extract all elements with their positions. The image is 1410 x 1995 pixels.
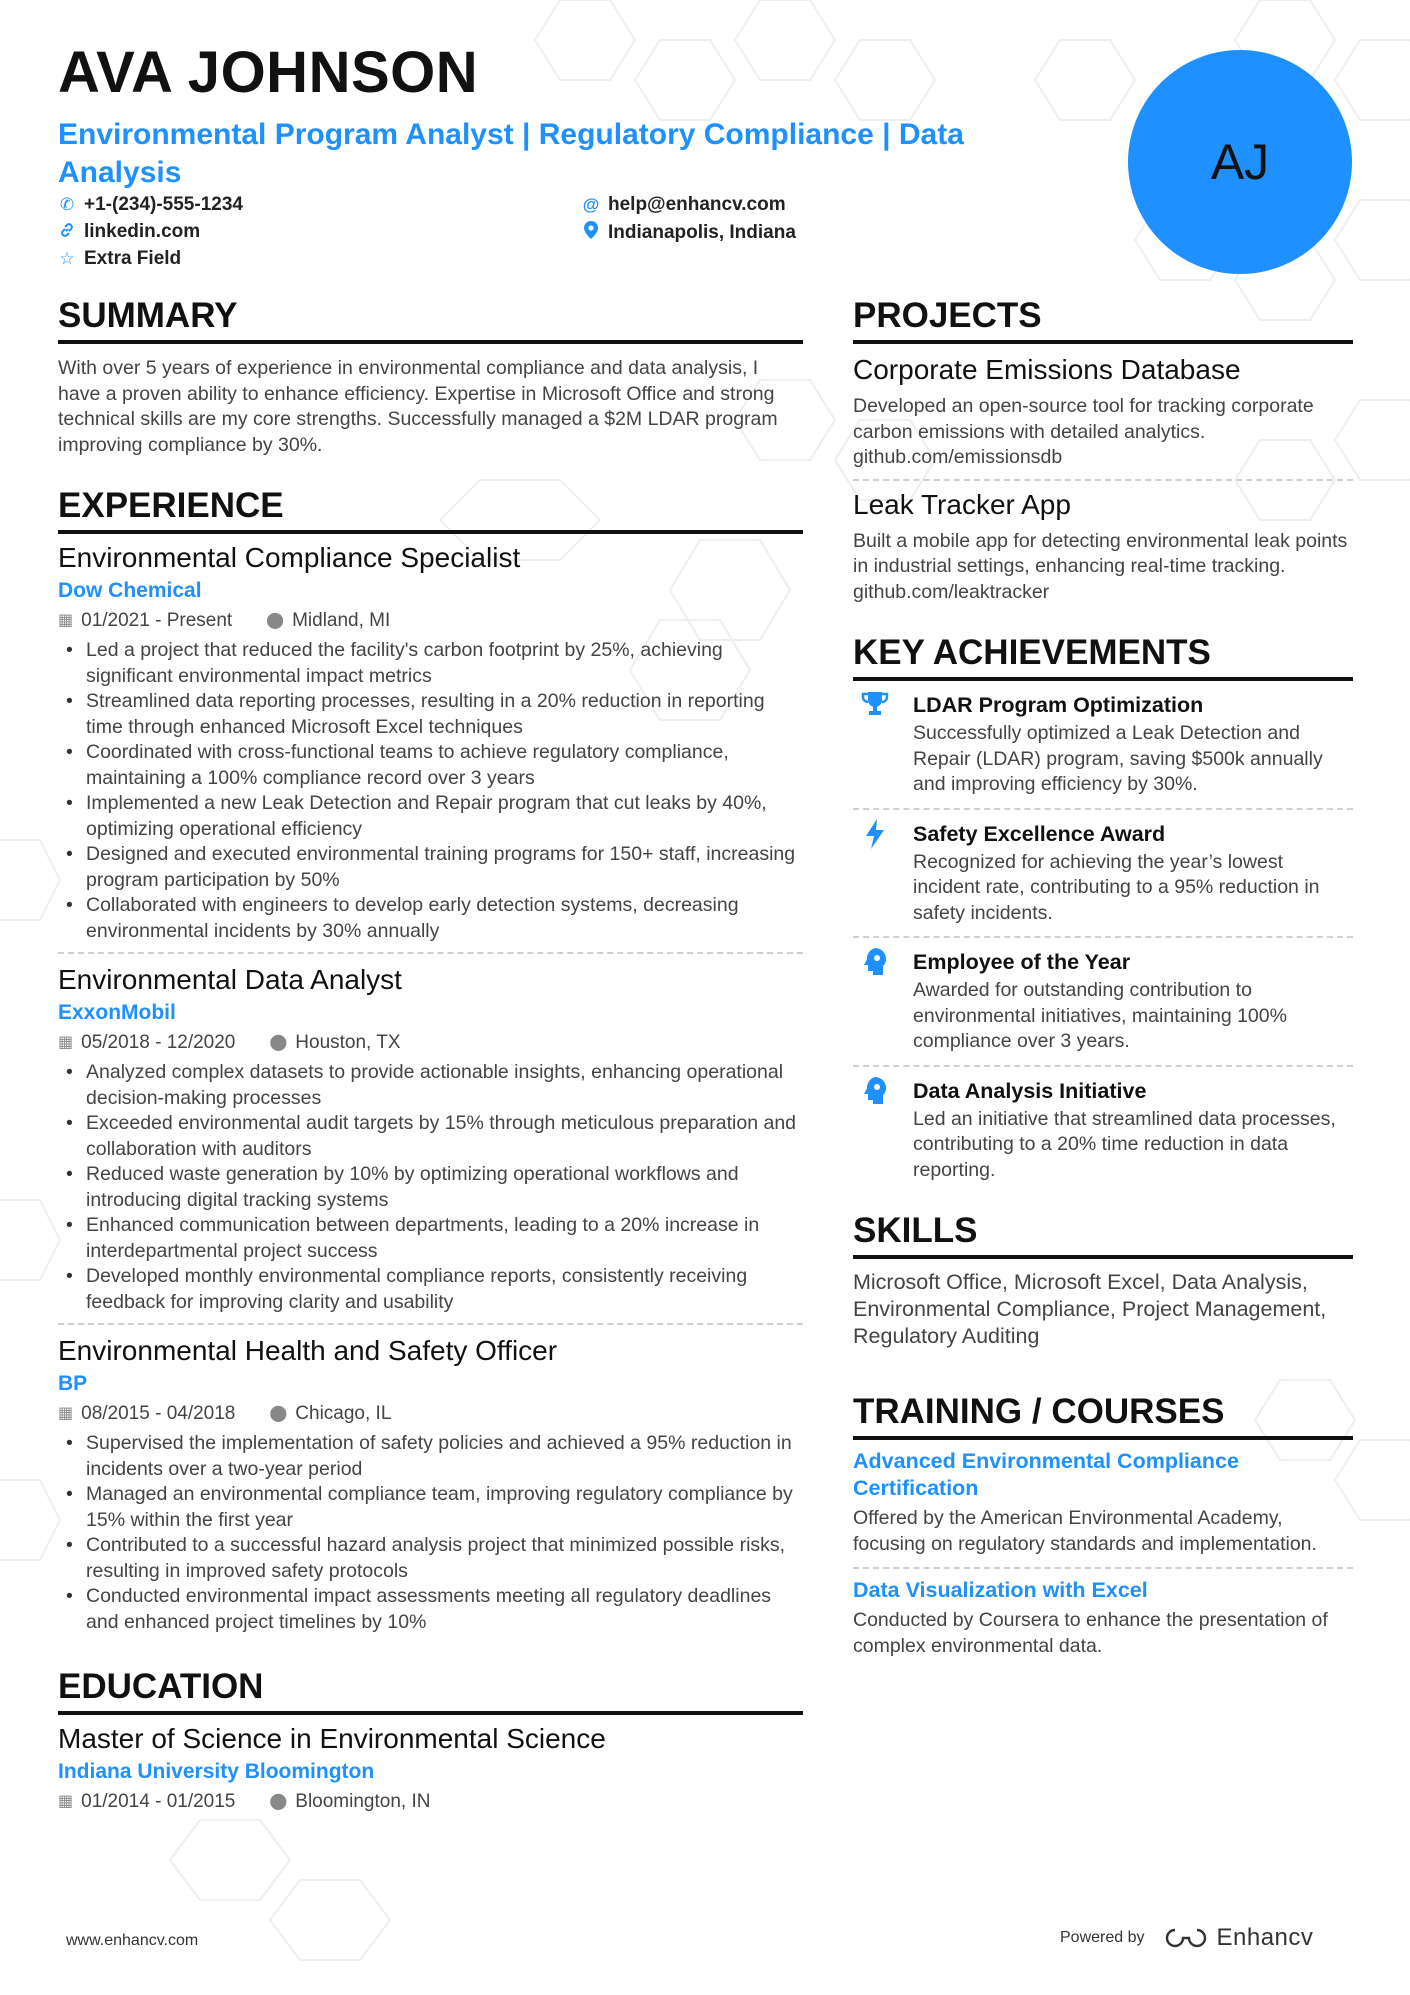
job-meta bbox=[58, 606, 803, 636]
job-entry bbox=[58, 952, 803, 1323]
job-location: Chicago, IL bbox=[295, 1403, 392, 1424]
location-pin-icon bbox=[582, 221, 600, 244]
skills-text: Microsoft Office, Microsoft Excel, Data Analysis, Environmental Compliance, Project Management, Regulatory Auditing bbox=[853, 1270, 1327, 1348]
course-entry bbox=[853, 1567, 1353, 1669]
job-meta bbox=[58, 1399, 803, 1429]
achievement-entry bbox=[853, 936, 1353, 1065]
job-bullet: • Exceeded environmental audit targets by 15% through meticulous preparation and collaboration with auditors bbox=[58, 1111, 803, 1162]
job-meta bbox=[58, 1028, 803, 1058]
job-bullets bbox=[58, 638, 803, 944]
right-column bbox=[853, 296, 1353, 1669]
achievement-entry bbox=[853, 681, 1353, 808]
achievement-entry bbox=[853, 808, 1353, 937]
star-icon: ☆ bbox=[59, 249, 75, 268]
achievement-title: Employee of the Year bbox=[913, 950, 1131, 974]
job-list bbox=[58, 540, 803, 1643]
job-dates: 08/2015 - 04/2018 bbox=[81, 1403, 236, 1424]
brand-name: Enhancv bbox=[1216, 1924, 1314, 1951]
location-pin-icon: ⬤ bbox=[266, 612, 285, 629]
degree-title: Master of Science in Environmental Science bbox=[58, 1723, 606, 1754]
job-dates: 01/2021 - Present bbox=[81, 610, 233, 631]
job-dates: 05/2018 - 12/2020 bbox=[81, 1032, 236, 1053]
summary-section bbox=[58, 296, 803, 458]
job-title: Environmental Data Analyst bbox=[58, 964, 402, 995]
job-bullet: • Implemented a new Leak Detection and Repair program that cut leaks by 40%, optimizing operational efficiency bbox=[58, 791, 803, 842]
job-title: Environmental Compliance Specialist bbox=[58, 542, 521, 573]
training-section bbox=[853, 1392, 1353, 1669]
candidate-title: Environmental Program Analyst | Regulatory Compliance | Data Analysis bbox=[58, 118, 964, 189]
job-bullet: • Reduced waste generation by 10% by optimizing operational workflows and introducing digital tracking systems bbox=[58, 1162, 803, 1213]
achievement-title: Safety Excellence Award bbox=[913, 821, 1166, 846]
education-meta bbox=[58, 1787, 803, 1817]
school-name: Indiana University Bloomington bbox=[58, 1760, 375, 1783]
avatar-initials: AJ bbox=[1210, 134, 1270, 190]
at-icon: @ bbox=[582, 195, 600, 214]
company-name: BP bbox=[58, 1372, 88, 1395]
experience-heading: EXPERIENCE bbox=[58, 486, 803, 534]
job-bullet: • Streamlined data reporting processes, resulting in a 20% reduction in reporting time through enhanced Microsoft Excel techniques bbox=[58, 689, 803, 740]
course-text: Conducted by Coursera to enhance the presentation of complex environmental data. bbox=[853, 1609, 1328, 1657]
contact-phone[interactable] bbox=[58, 194, 243, 216]
achievement-text: Recognized for achieving the year’s lowest incident rate, contributing to a 95% reduction in safety incidents. bbox=[913, 850, 1320, 924]
achievements-section bbox=[853, 633, 1353, 1193]
summary-text: With over 5 years of experience in environmental compliance and data analysis, I have a proven ability to enhance efficiency. Expertise in Microsoft Office and strong technical skills are my core strengths. Successfully managed a $2M LDAR program improving compliance by 30%. bbox=[58, 357, 778, 456]
contact-location bbox=[582, 221, 796, 244]
project-entry bbox=[853, 479, 1353, 614]
job-entry bbox=[58, 1323, 803, 1643]
extra-text: Extra Field bbox=[84, 248, 182, 269]
contact-email[interactable] bbox=[582, 194, 786, 216]
summary-heading: SUMMARY bbox=[58, 296, 803, 344]
job-bullet: • Designed and executed environmental training programs for 150+ staff, increasing program participation by 50% bbox=[58, 842, 803, 893]
project-title: Leak Tracker App bbox=[853, 488, 1071, 520]
linkedin-text: linkedin.com bbox=[84, 221, 201, 242]
contact-extra bbox=[58, 248, 181, 270]
head-icon bbox=[853, 1075, 897, 1184]
candidate-name: AVA JOHNSON bbox=[58, 40, 479, 105]
calendar-icon: ▦ bbox=[58, 612, 74, 629]
achievement-title: Data Analysis Initiative bbox=[913, 1078, 1147, 1103]
education-heading: EDUCATION bbox=[58, 1667, 803, 1715]
job-bullet: • Collaborated with engineers to develop early detection systems, decreasing environmental incidents by 30% annually bbox=[58, 893, 803, 944]
job-bullet: • Supervised the implementation of safety policies and achieved a 95% reduction in incidents over a two-year period bbox=[58, 1431, 803, 1482]
job-bullet: • Enhanced communication between departments, leading to a 20% increase in interdepartmental project success bbox=[58, 1213, 803, 1264]
left-column bbox=[58, 296, 803, 1825]
enhancv-logo[interactable] bbox=[1163, 1924, 1314, 1952]
skills-section bbox=[853, 1211, 1353, 1350]
link-icon bbox=[58, 222, 76, 243]
job-location: Houston, TX bbox=[295, 1032, 401, 1053]
powered-by-text: Powered by bbox=[1060, 1929, 1145, 1946]
job-location: Midland, MI bbox=[292, 610, 391, 631]
job-bullet: • Managed an environmental compliance team, improving regulatory compliance by 15% within the first year bbox=[58, 1482, 803, 1533]
enhancv-logo-icon bbox=[1163, 1926, 1209, 1950]
location-pin-icon: ⬤ bbox=[269, 1793, 288, 1810]
contact-linkedin[interactable] bbox=[58, 221, 200, 243]
project-text: Developed an open-source tool for tracking corporate carbon emissions with detailed analytics. github.com/emissionsdb bbox=[853, 395, 1314, 468]
lightning-icon bbox=[853, 818, 897, 927]
achievements-heading: KEY ACHIEVEMENTS bbox=[853, 633, 1353, 681]
calendar-icon: ▦ bbox=[58, 1405, 74, 1422]
job-bullets bbox=[58, 1060, 803, 1315]
job-bullet: • Coordinated with cross-functional teams to achieve regulatory compliance, maintaining a 100% compliance record over 3 years bbox=[58, 740, 803, 791]
company-name: Dow Chemical bbox=[58, 579, 202, 602]
experience-section bbox=[58, 486, 803, 1643]
job-bullet: • Analyzed complex datasets to provide actionable insights, enhancing operational decision-making processes bbox=[58, 1060, 803, 1111]
trophy-icon bbox=[853, 689, 897, 798]
projects-heading: PROJECTS bbox=[853, 296, 1353, 344]
achievement-text: Led an initiative that streamlined data processes, contributing to a 20% time reduction in data reporting. bbox=[913, 1107, 1336, 1181]
location-text: Indianapolis, Indiana bbox=[608, 221, 796, 243]
education-location: Bloomington, IN bbox=[295, 1791, 431, 1812]
achievement-entry bbox=[853, 1065, 1353, 1194]
calendar-icon: ▦ bbox=[58, 1793, 74, 1810]
location-pin-icon: ⬤ bbox=[269, 1405, 288, 1422]
location-pin-icon: ⬤ bbox=[269, 1034, 288, 1051]
project-title: Corporate Emissions Database bbox=[853, 354, 1241, 385]
job-bullet: • Led a project that reduced the facility's carbon footprint by 25%, achieving significant environmental impact metrics bbox=[58, 638, 803, 689]
course-title: Advanced Environmental Compliance Certification bbox=[853, 1449, 1239, 1500]
footer-branding bbox=[1060, 1924, 1313, 1952]
course-entry bbox=[853, 1440, 1353, 1567]
achievement-text: Successfully optimized a Leak Detection and Repair (LDAR) program, saving $500k annually and improving efficiency by 30%. bbox=[913, 722, 1323, 795]
phone-text: +1-(234)-555-1234 bbox=[84, 194, 243, 215]
training-heading: TRAINING / COURSES bbox=[853, 1392, 1353, 1440]
calendar-icon: ▦ bbox=[58, 1034, 74, 1051]
education-dates: 01/2014 - 01/2015 bbox=[81, 1791, 236, 1812]
education-entry bbox=[58, 1721, 803, 1825]
project-text: Built a mobile app for detecting environmental leak points in industrial settings, enhancing real-time tracking. github.com/leaktracker bbox=[853, 529, 1348, 603]
head-icon bbox=[853, 946, 897, 1055]
job-bullet: • Developed monthly environmental compliance reports, consistently receiving feedback for improving clarity and usability bbox=[58, 1264, 803, 1315]
job-bullet: • Contributed to a successful hazard analysis project that minimized possible risks, resulting in improved safety protocols bbox=[58, 1533, 803, 1584]
course-title: Data Visualization with Excel bbox=[853, 1578, 1148, 1602]
email-text: help@enhancv.com bbox=[608, 194, 786, 215]
skills-heading: SKILLS bbox=[853, 1211, 1353, 1259]
avatar bbox=[1128, 50, 1352, 274]
projects-section bbox=[853, 296, 1353, 613]
education-section bbox=[58, 1667, 803, 1825]
job-bullets bbox=[58, 1431, 803, 1635]
achievement-text: Awarded for outstanding contribution to environmental initiatives, maintaining 100% compliance over 3 years. bbox=[913, 979, 1287, 1052]
job-bullet: • Conducted environmental impact assessments meeting all regulatory deadlines and enhanced project timelines by 10% bbox=[58, 1584, 803, 1635]
job-entry bbox=[58, 540, 803, 952]
project-entry bbox=[853, 352, 1353, 479]
achievement-title: LDAR Program Optimization bbox=[913, 693, 1204, 717]
phone-icon: ✆ bbox=[59, 195, 75, 214]
job-title: Environmental Health and Safety Officer bbox=[58, 1335, 558, 1366]
footer-website[interactable]: www.enhancv.com bbox=[66, 1932, 199, 1949]
company-name: ExxonMobil bbox=[58, 1001, 176, 1024]
course-text: Offered by the American Environmental Academy, focusing on regulatory standards and implementation. bbox=[853, 1507, 1317, 1555]
